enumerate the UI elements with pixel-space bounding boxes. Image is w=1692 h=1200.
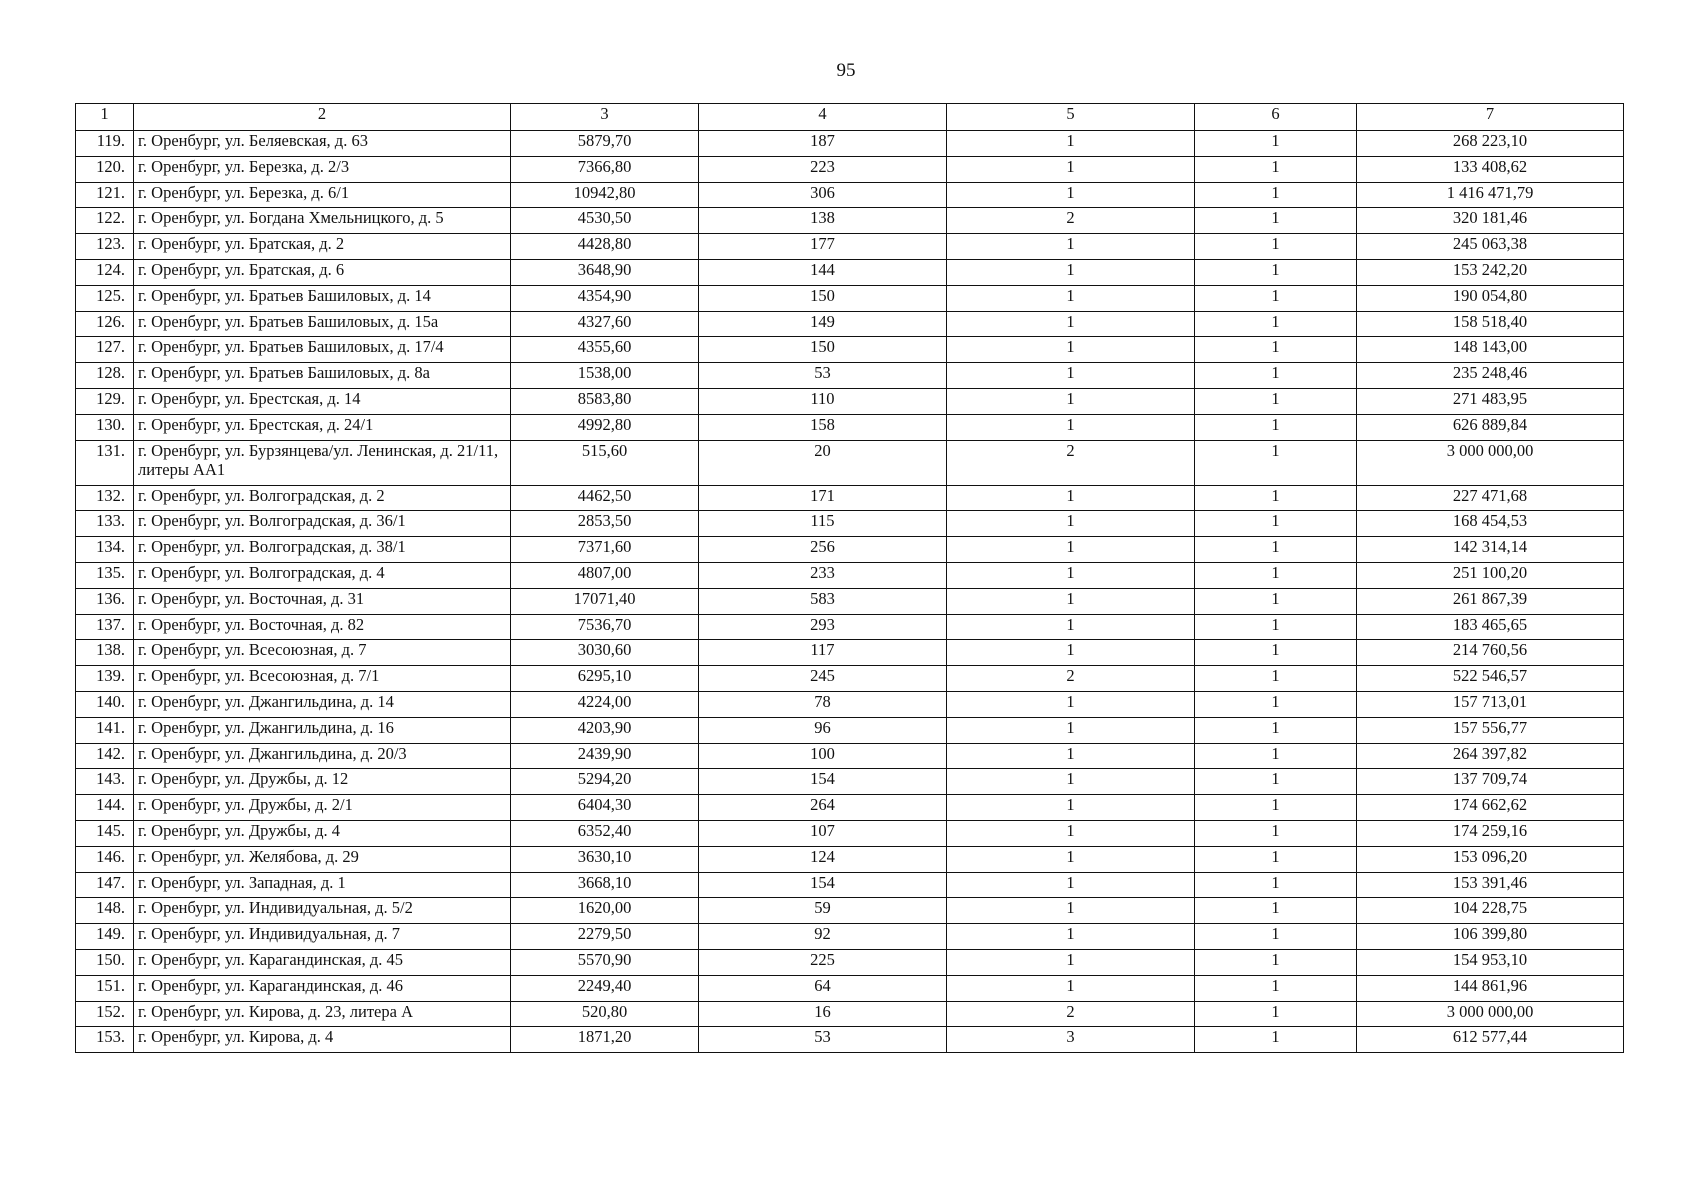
table-row [76,311,1624,337]
header-cell-6: 6 [1195,104,1357,131]
col3-cell: 5294,20 [511,769,699,795]
col5-cell: 1 [947,743,1195,769]
table-row [76,414,1624,440]
col4-cell: 154 [699,872,947,898]
col3-cell: 2279,50 [511,924,699,950]
col7-cell: 183 465,65 [1357,614,1624,640]
col3-cell: 4203,90 [511,717,699,743]
address-cell: г. Оренбург, ул. Индивидуальная, д. 7 [134,924,511,950]
header-cell-3: 3 [511,104,699,131]
table-row [76,743,1624,769]
row-number: 146. [76,846,134,872]
row-number: 129. [76,388,134,414]
col4-cell: 171 [699,485,947,511]
col6-cell: 1 [1195,485,1357,511]
col5-cell: 1 [947,691,1195,717]
row-number: 137. [76,614,134,640]
table-row [76,666,1624,692]
address-cell: г. Оренбург, ул. Братьев Башиловых, д. 15а [134,311,511,337]
col4-cell: 20 [699,440,947,485]
col6-cell: 1 [1195,975,1357,1001]
col7-cell: 104 228,75 [1357,898,1624,924]
col3-cell: 7371,60 [511,537,699,563]
col5-cell: 1 [947,949,1195,975]
row-number: 145. [76,820,134,846]
col4-cell: 107 [699,820,947,846]
col6-cell: 1 [1195,182,1357,208]
col5-cell: 1 [947,537,1195,563]
row-number: 122. [76,208,134,234]
col5-cell: 2 [947,666,1195,692]
table-row [76,440,1624,485]
address-cell: г. Оренбург, ул. Джангильдина, д. 16 [134,717,511,743]
col5-cell: 1 [947,562,1195,588]
col6-cell: 1 [1195,949,1357,975]
address-cell: г. Оренбург, ул. Братьев Башиловых, д. 14 [134,285,511,311]
col3-cell: 4807,00 [511,562,699,588]
col3-cell: 10942,80 [511,182,699,208]
table-row [76,234,1624,260]
header-cell-7: 7 [1357,104,1624,131]
col4-cell: 59 [699,898,947,924]
table-row [76,975,1624,1001]
table-row [76,156,1624,182]
address-cell: г. Оренбург, ул. Карагандинская, д. 46 [134,975,511,1001]
row-number: 135. [76,562,134,588]
col5-cell: 1 [947,898,1195,924]
registry-table [75,103,1624,1053]
col5-cell: 1 [947,337,1195,363]
header-row [76,104,1624,131]
col3-cell: 515,60 [511,440,699,485]
table-row [76,588,1624,614]
col6-cell: 1 [1195,640,1357,666]
col6-cell: 1 [1195,234,1357,260]
col4-cell: 144 [699,259,947,285]
col5-cell: 1 [947,924,1195,950]
table-row [76,285,1624,311]
col3-cell: 2853,50 [511,511,699,537]
col4-cell: 264 [699,795,947,821]
col5-cell: 3 [947,1027,1195,1053]
table-row [76,614,1624,640]
address-cell: г. Оренбург, ул. Волгоградская, д. 4 [134,562,511,588]
col3-cell: 4354,90 [511,285,699,311]
col7-cell: 153 391,46 [1357,872,1624,898]
col7-cell: 1 416 471,79 [1357,182,1624,208]
header-cell-4: 4 [699,104,947,131]
col6-cell: 1 [1195,208,1357,234]
address-cell: г. Оренбург, ул. Кирова, д. 4 [134,1027,511,1053]
col7-cell: 174 259,16 [1357,820,1624,846]
table-row [76,485,1624,511]
col7-cell: 626 889,84 [1357,414,1624,440]
col6-cell: 1 [1195,924,1357,950]
col6-cell: 1 [1195,820,1357,846]
col4-cell: 115 [699,511,947,537]
col7-cell: 142 314,14 [1357,537,1624,563]
col6-cell: 1 [1195,872,1357,898]
table-row [76,131,1624,157]
address-cell: г. Оренбург, ул. Карагандинская, д. 45 [134,949,511,975]
col4-cell: 53 [699,1027,947,1053]
col3-cell: 4530,50 [511,208,699,234]
col5-cell: 1 [947,588,1195,614]
col3-cell: 4224,00 [511,691,699,717]
col5-cell: 2 [947,208,1195,234]
table-row [76,511,1624,537]
col4-cell: 53 [699,363,947,389]
col7-cell: 168 454,53 [1357,511,1624,537]
col6-cell: 1 [1195,898,1357,924]
col6-cell: 1 [1195,537,1357,563]
table-row [76,363,1624,389]
col5-cell: 2 [947,1001,1195,1027]
table-row [76,769,1624,795]
address-cell: г. Оренбург, ул. Брестская, д. 24/1 [134,414,511,440]
col6-cell: 1 [1195,511,1357,537]
row-number: 131. [76,440,134,485]
address-cell: г. Оренбург, ул. Братская, д. 6 [134,259,511,285]
row-number: 148. [76,898,134,924]
col7-cell: 320 181,46 [1357,208,1624,234]
table-row [76,388,1624,414]
col3-cell: 7366,80 [511,156,699,182]
row-number: 120. [76,156,134,182]
address-cell: г. Оренбург, ул. Волгоградская, д. 38/1 [134,537,511,563]
col7-cell: 271 483,95 [1357,388,1624,414]
address-cell: г. Оренбург, ул. Всесоюзная, д. 7/1 [134,666,511,692]
table-row [76,717,1624,743]
col6-cell: 1 [1195,769,1357,795]
col6-cell: 1 [1195,562,1357,588]
col7-cell: 214 760,56 [1357,640,1624,666]
col5-cell: 1 [947,285,1195,311]
col3-cell: 3630,10 [511,846,699,872]
address-cell: г. Оренбург, ул. Джангильдина, д. 14 [134,691,511,717]
row-number: 123. [76,234,134,260]
table-row [76,898,1624,924]
col3-cell: 5879,70 [511,131,699,157]
col4-cell: 177 [699,234,947,260]
address-cell: г. Оренбург, ул. Кирова, д. 23, литера А [134,1001,511,1027]
row-number: 147. [76,872,134,898]
address-cell: г. Оренбург, ул. Дружбы, д. 12 [134,769,511,795]
col5-cell: 1 [947,156,1195,182]
col3-cell: 5570,90 [511,949,699,975]
col5-cell: 1 [947,485,1195,511]
col4-cell: 96 [699,717,947,743]
col3-cell: 1538,00 [511,363,699,389]
col4-cell: 92 [699,924,947,950]
col4-cell: 124 [699,846,947,872]
col5-cell: 1 [947,234,1195,260]
col6-cell: 1 [1195,1001,1357,1027]
row-number: 143. [76,769,134,795]
table-row [76,924,1624,950]
address-cell: г. Оренбург, ул. Братская, д. 2 [134,234,511,260]
header-cell-1: 1 [76,104,134,131]
table-row [76,1027,1624,1053]
col5-cell: 1 [947,872,1195,898]
col3-cell: 4327,60 [511,311,699,337]
row-number: 126. [76,311,134,337]
table-row [76,537,1624,563]
header-cell-2: 2 [134,104,511,131]
table-row [76,640,1624,666]
col5-cell: 1 [947,388,1195,414]
col7-cell: 522 546,57 [1357,666,1624,692]
col5-cell: 1 [947,511,1195,537]
col6-cell: 1 [1195,363,1357,389]
col5-cell: 1 [947,311,1195,337]
row-number: 144. [76,795,134,821]
address-cell: г. Оренбург, ул. Восточная, д. 31 [134,588,511,614]
row-number: 142. [76,743,134,769]
col5-cell: 1 [947,846,1195,872]
col4-cell: 293 [699,614,947,640]
address-cell: г. Оренбург, ул. Брестская, д. 14 [134,388,511,414]
address-cell: г. Оренбург, ул. Индивидуальная, д. 5/2 [134,898,511,924]
col3-cell: 3648,90 [511,259,699,285]
row-number: 130. [76,414,134,440]
address-cell: г. Оренбург, ул. Дружбы, д. 2/1 [134,795,511,821]
header-cell-5: 5 [947,104,1195,131]
col3-cell: 8583,80 [511,388,699,414]
address-cell: г. Оренбург, ул. Джангильдина, д. 20/3 [134,743,511,769]
table-row [76,1001,1624,1027]
col5-cell: 1 [947,414,1195,440]
col4-cell: 223 [699,156,947,182]
col7-cell: 268 223,10 [1357,131,1624,157]
col7-cell: 157 713,01 [1357,691,1624,717]
row-number: 121. [76,182,134,208]
row-number: 134. [76,537,134,563]
address-cell: г. Оренбург, ул. Волгоградская, д. 2 [134,485,511,511]
col7-cell: 157 556,77 [1357,717,1624,743]
col6-cell: 1 [1195,1027,1357,1053]
row-number: 149. [76,924,134,950]
col5-cell: 1 [947,769,1195,795]
col5-cell: 1 [947,259,1195,285]
col4-cell: 100 [699,743,947,769]
col3-cell: 6404,30 [511,795,699,821]
col7-cell: 235 248,46 [1357,363,1624,389]
col7-cell: 133 408,62 [1357,156,1624,182]
col4-cell: 16 [699,1001,947,1027]
col3-cell: 2249,40 [511,975,699,1001]
table-row [76,872,1624,898]
col7-cell: 264 397,82 [1357,743,1624,769]
address-cell: г. Оренбург, ул. Братьев Башиловых, д. 8а [134,363,511,389]
col4-cell: 149 [699,311,947,337]
col7-cell: 227 471,68 [1357,485,1624,511]
table-row [76,795,1624,821]
col5-cell: 1 [947,614,1195,640]
address-cell: г. Оренбург, ул. Всесоюзная, д. 7 [134,640,511,666]
row-number: 132. [76,485,134,511]
row-number: 140. [76,691,134,717]
col7-cell: 137 709,74 [1357,769,1624,795]
col3-cell: 4462,50 [511,485,699,511]
col4-cell: 154 [699,769,947,795]
row-number: 141. [76,717,134,743]
col4-cell: 150 [699,285,947,311]
col4-cell: 245 [699,666,947,692]
col6-cell: 1 [1195,614,1357,640]
row-number: 124. [76,259,134,285]
col6-cell: 1 [1195,414,1357,440]
col3-cell: 2439,90 [511,743,699,769]
table-row [76,182,1624,208]
col6-cell: 1 [1195,743,1357,769]
col4-cell: 256 [699,537,947,563]
col3-cell: 1871,20 [511,1027,699,1053]
col5-cell: 1 [947,640,1195,666]
address-cell: г. Оренбург, ул. Бурзянцева/ул. Ленинская, д. 21/11, литеры АА1 [134,440,511,485]
col4-cell: 187 [699,131,947,157]
col3-cell: 7536,70 [511,614,699,640]
address-cell: г. Оренбург, ул. Восточная, д. 82 [134,614,511,640]
col7-cell: 153 242,20 [1357,259,1624,285]
col3-cell: 3030,60 [511,640,699,666]
table-header [76,104,1624,131]
table-row [76,259,1624,285]
row-number: 128. [76,363,134,389]
col4-cell: 64 [699,975,947,1001]
table-row [76,337,1624,363]
col7-cell: 190 054,80 [1357,285,1624,311]
table-row [76,820,1624,846]
col6-cell: 1 [1195,311,1357,337]
col5-cell: 1 [947,131,1195,157]
col6-cell: 1 [1195,846,1357,872]
col6-cell: 1 [1195,156,1357,182]
col3-cell: 17071,40 [511,588,699,614]
table-body [76,131,1624,1053]
address-cell: г. Оренбург, ул. Волгоградская, д. 36/1 [134,511,511,537]
col6-cell: 1 [1195,388,1357,414]
col5-cell: 2 [947,440,1195,485]
col4-cell: 583 [699,588,947,614]
col6-cell: 1 [1195,666,1357,692]
col7-cell: 148 143,00 [1357,337,1624,363]
col6-cell: 1 [1195,285,1357,311]
col5-cell: 1 [947,795,1195,821]
address-cell: г. Оренбург, ул. Березка, д. 6/1 [134,182,511,208]
row-number: 138. [76,640,134,666]
page-number: 95 [836,60,856,81]
col4-cell: 110 [699,388,947,414]
row-number: 153. [76,1027,134,1053]
col6-cell: 1 [1195,717,1357,743]
col4-cell: 306 [699,182,947,208]
col4-cell: 138 [699,208,947,234]
col5-cell: 1 [947,182,1195,208]
col7-cell: 153 096,20 [1357,846,1624,872]
col7-cell: 154 953,10 [1357,949,1624,975]
col3-cell: 3668,10 [511,872,699,898]
col4-cell: 150 [699,337,947,363]
col6-cell: 1 [1195,259,1357,285]
row-number: 127. [76,337,134,363]
address-cell: г. Оренбург, ул. Желябова, д. 29 [134,846,511,872]
col7-cell: 245 063,38 [1357,234,1624,260]
col7-cell: 261 867,39 [1357,588,1624,614]
col3-cell: 4355,60 [511,337,699,363]
col7-cell: 251 100,20 [1357,562,1624,588]
col5-cell: 1 [947,717,1195,743]
col4-cell: 158 [699,414,947,440]
table-row [76,949,1624,975]
col7-cell: 106 399,80 [1357,924,1624,950]
col4-cell: 233 [699,562,947,588]
col3-cell: 6352,40 [511,820,699,846]
col6-cell: 1 [1195,440,1357,485]
col3-cell: 6295,10 [511,666,699,692]
address-cell: г. Оренбург, ул. Березка, д. 2/3 [134,156,511,182]
row-number: 150. [76,949,134,975]
col6-cell: 1 [1195,337,1357,363]
col4-cell: 117 [699,640,947,666]
row-number: 119. [76,131,134,157]
col7-cell: 158 518,40 [1357,311,1624,337]
row-number: 139. [76,666,134,692]
col3-cell: 1620,00 [511,898,699,924]
table-row [76,691,1624,717]
address-cell: г. Оренбург, ул. Братьев Башиловых, д. 17/4 [134,337,511,363]
col5-cell: 1 [947,975,1195,1001]
col7-cell: 612 577,44 [1357,1027,1624,1053]
col6-cell: 1 [1195,691,1357,717]
col6-cell: 1 [1195,795,1357,821]
col7-cell: 3 000 000,00 [1357,440,1624,485]
row-number: 136. [76,588,134,614]
table-row [76,208,1624,234]
table-row [76,846,1624,872]
col6-cell: 1 [1195,588,1357,614]
row-number: 151. [76,975,134,1001]
col4-cell: 78 [699,691,947,717]
col6-cell: 1 [1195,131,1357,157]
col3-cell: 4428,80 [511,234,699,260]
address-cell: г. Оренбург, ул. Дружбы, д. 4 [134,820,511,846]
col7-cell: 3 000 000,00 [1357,1001,1624,1027]
address-cell: г. Оренбург, ул. Богдана Хмельницкого, д. 5 [134,208,511,234]
col5-cell: 1 [947,820,1195,846]
col3-cell: 520,80 [511,1001,699,1027]
row-number: 152. [76,1001,134,1027]
table-row [76,562,1624,588]
col4-cell: 225 [699,949,947,975]
row-number: 133. [76,511,134,537]
col3-cell: 4992,80 [511,414,699,440]
col5-cell: 1 [947,363,1195,389]
address-cell: г. Оренбург, ул. Западная, д. 1 [134,872,511,898]
row-number: 125. [76,285,134,311]
col7-cell: 144 861,96 [1357,975,1624,1001]
col7-cell: 174 662,62 [1357,795,1624,821]
address-cell: г. Оренбург, ул. Беляевская, д. 63 [134,131,511,157]
